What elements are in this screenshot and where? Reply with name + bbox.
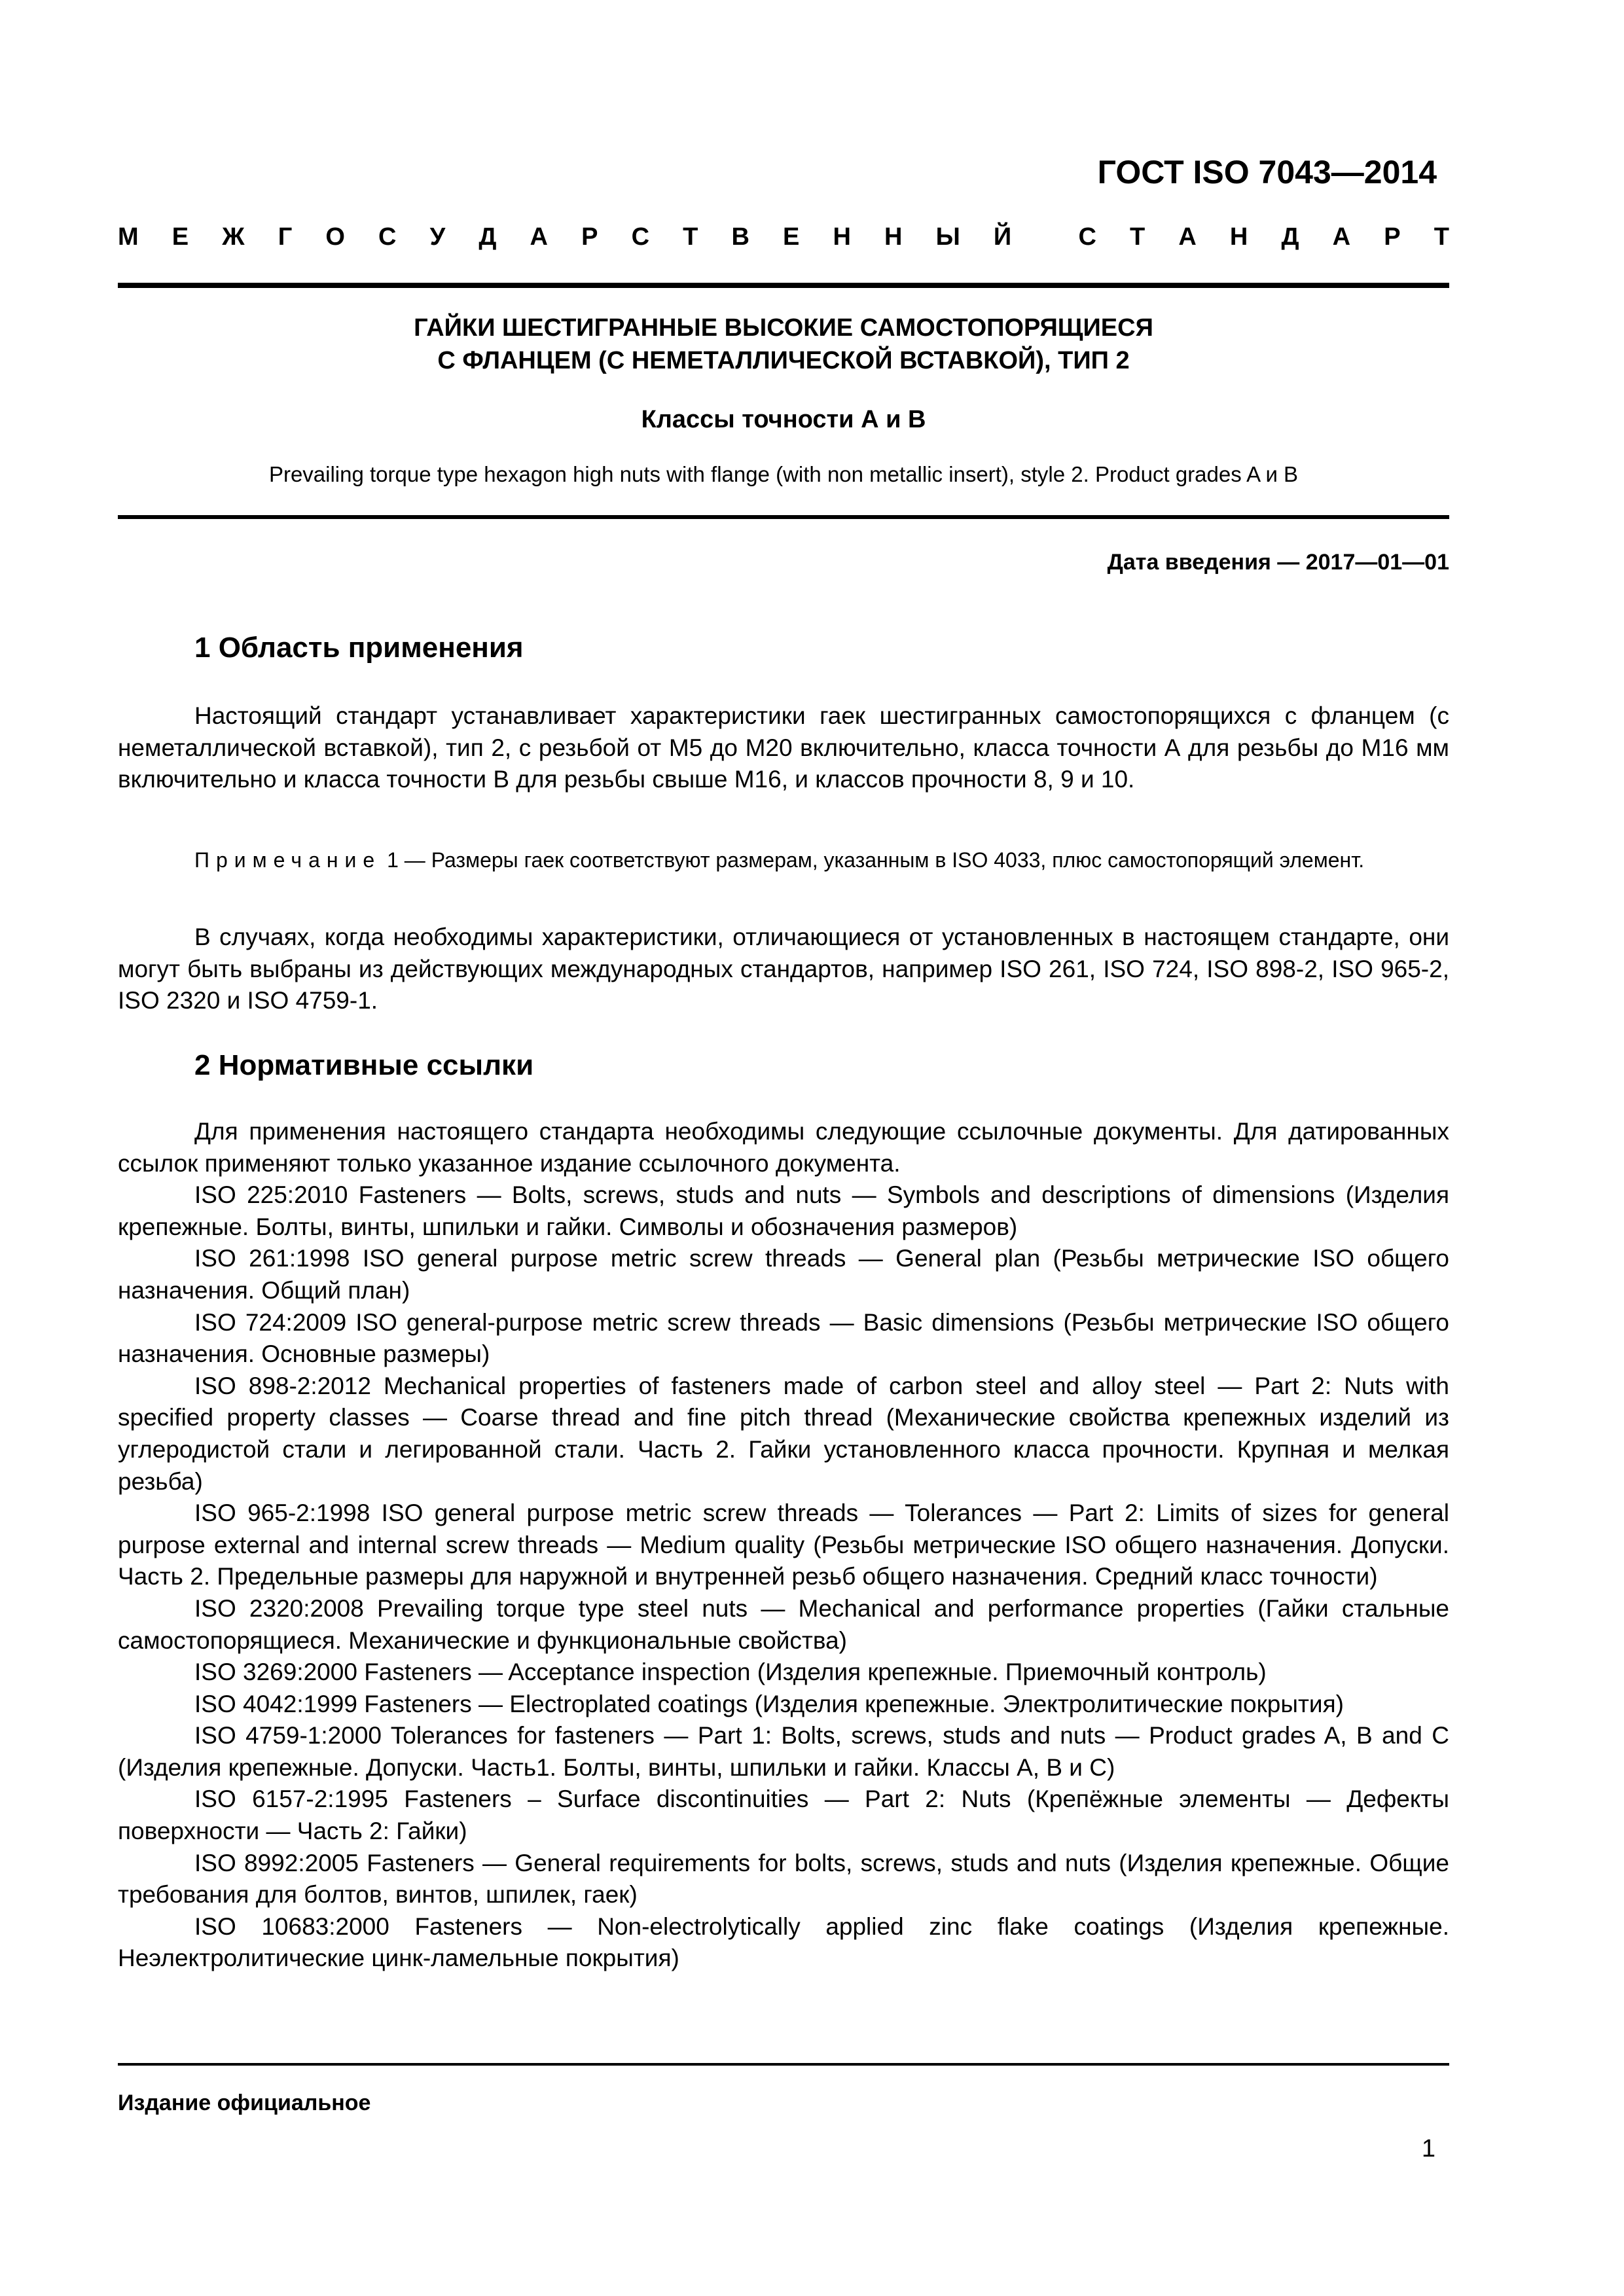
section-2-heading: 2 Нормативные ссылки <box>194 1049 534 1081</box>
introduction-date: Дата введения — 2017—01—01 <box>1107 550 1449 575</box>
title-line-1: ГАЙКИ ШЕСТИГРАННЫЕ ВЫСОКИЕ САМОСТОПОРЯЩИЕСЯ <box>414 314 1153 342</box>
reference-item: ISO 2320:2008 Prevailing torque type steel nuts — Mechanical and performance properties (Гайки стальные самостопорящиеся. Механические и функциональные свойства) <box>118 1594 1449 1654</box>
banner-letter: А <box>530 223 548 251</box>
banner-letter: Н <box>884 223 903 251</box>
banner-letter: Т <box>1130 223 1146 251</box>
banner-letter: У <box>429 223 446 251</box>
banner-letter: Д <box>1281 223 1299 251</box>
banner-letter: А <box>1178 223 1197 251</box>
banner-letter: Н <box>833 223 851 251</box>
footer-divider <box>118 2063 1449 2066</box>
banner-letter: Д <box>478 223 497 251</box>
header-divider <box>118 283 1449 288</box>
note-text: 1 — Размеры гаек соответствуют размерам, указанным в ISO 4033, плюс самостопорящий элемент. <box>381 848 1365 872</box>
reference-item: ISO 225:2010 Fasteners — Bolts, screws, studs and nuts — Symbols and descriptions of dimensions (Изделия крепежные. Болты, винты, шпильки и гайки. Символы и обозначения размеров) <box>118 1181 1449 1240</box>
page-number: 1 <box>1421 2135 1435 2162</box>
banner-letter: Ж <box>222 223 245 251</box>
section-1-paragraph <box>118 700 1449 796</box>
alternative-standards-paragraph: В случаях, когда необходимы характеристики, отличающиеся от установленных в настоящем стандарте, они могут быть выбраны из действующих международных стандартов, например ISO 261, ISO 724, ISO 898-2, ISO 965-2, ISO 2320 и ISO 4759-1. <box>118 924 1449 1014</box>
document-title <box>118 312 1449 377</box>
reference-item: ISO 898-2:2012 Mechanical properties of fasteners made of carbon steel and alloy steel — Part 2: Nuts with specified property classes — Coarse thread and fine pitch thread (Механические свойства крепежных изделий из углеродистой стали и легированной стали. Часть 2. Гайки установленного класса прочности. Крупная и мелкая резьба) <box>118 1372 1449 1495</box>
title-divider <box>118 515 1449 519</box>
banner-letter: Е <box>783 223 800 251</box>
reference-item: ISO 4042:1999 Fasteners — Electroplated coatings (Изделия крепежные. Электролитические покрытия) <box>194 1690 1344 1717</box>
official-edition-label: Издание официальное <box>118 2090 371 2115</box>
normative-references-list <box>118 1116 1449 1975</box>
banner-letter: О <box>325 223 345 251</box>
banner-letter: Г <box>278 223 293 251</box>
banner-letter: М <box>118 223 139 251</box>
banner-letter: В <box>731 223 749 251</box>
note-1 <box>118 846 1449 874</box>
reference-item: ISO 10683:2000 Fasteners — Non-electrolytically applied zinc flake coatings (Изделия крепежные. Неэлектролитические цинк-ламельные покрытия) <box>118 1912 1449 1972</box>
banner-letter: Т <box>683 223 698 251</box>
banner-letter: Ы <box>935 223 960 251</box>
banner-letter: С <box>1078 223 1096 251</box>
interstate-standard-banner <box>118 224 1449 249</box>
banner-letter: Т <box>1434 223 1449 251</box>
reference-item: ISO 8992:2005 Fasteners — General requirements for bolts, screws, studs and nuts (Изделия крепежные. Общие требования для болтов, винтов, шпилек, гаек) <box>118 1849 1449 1909</box>
banner-letter: А <box>1332 223 1351 251</box>
reference-item: ISO 965-2:1998 ISO general purpose metric screw threads — Tolerances — Part 2: Limits of sizes for general purpose external and internal screw threads — Medium quality (Резьбы метрические ISO общего назначения. Допуски. Часть 2. Предельные размеры для наружной и внутренней резьб общего назначения. Средний класс точности) <box>118 1499 1449 1590</box>
title-line-2: С ФЛАНЦЕМ (С НЕМЕТАЛЛИЧЕСКОЙ ВСТАВКОЙ), ТИП 2 <box>437 347 1130 374</box>
section-1-paragraph-2 <box>118 922 1449 1017</box>
reference-item: ISO 724:2009 ISO general-purpose metric screw threads — Basic dimensions (Резьбы метрические ISO общего назначения. Основные размеры) <box>118 1308 1449 1368</box>
standard-code: ГОСТ ISO 7043—2014 <box>1097 154 1437 190</box>
banner-letter: Й <box>993 223 1012 251</box>
reference-item: ISO 6157-2:1995 Fasteners – Surface discontinuities — Part 2: Nuts (Крепёжные элементы — Дефекты поверхности — Часть 2: Гайки) <box>118 1785 1449 1845</box>
banner-letter: С <box>631 223 650 251</box>
english-title: Prevailing torque type hexagon high nuts with flange (with non metallic insert), style 2. Product grades A и B <box>268 462 1299 486</box>
note-label: Примечание <box>194 848 382 872</box>
product-grades-subtitle: Классы точности А и В <box>641 406 926 433</box>
banner-letter: С <box>378 223 397 251</box>
reference-item: ISO 3269:2000 Fasteners — Acceptance inspection (Изделия крепежные. Приемочный контроль) <box>194 1659 1267 1686</box>
reference-item: ISO 261:1998 ISO general purpose metric screw threads — General plan (Резьбы метрические ISO общего назначения. Общий план) <box>118 1245 1449 1304</box>
banner-letter: Е <box>171 223 189 251</box>
section-1-heading: 1 Область применения <box>194 632 524 664</box>
reference-item: ISO 4759-1:2000 Tolerances for fasteners — Part 1: Bolts, screws, studs and nuts — Product grades A, B and C (Изделия крепежные. Допуски. Часть1. Болты, винты, шпильки и гайки. Классы А, В и С) <box>118 1722 1449 1781</box>
banner-letter: Р <box>581 223 598 251</box>
banner-letter: Р <box>1384 223 1401 251</box>
banner-letter: Н <box>1229 223 1248 251</box>
references-intro: Для применения настоящего стандарта необходимы следующие ссылочные документы. Для датированных ссылок применяют только указанное издание ссылочного документа. <box>118 1118 1449 1177</box>
scope-paragraph: Настоящий стандарт устанавливает характеристики гаек шестигранных самостопорящихся с фланцем (с неметаллической вставкой), тип 2, с резьбой от М5 до М20 включительно, класса точности А для резьбы до М16 мм включительно и класса точности В для резьбы свыше М16, и классов прочности 8, 9 и 10. <box>118 702 1449 793</box>
